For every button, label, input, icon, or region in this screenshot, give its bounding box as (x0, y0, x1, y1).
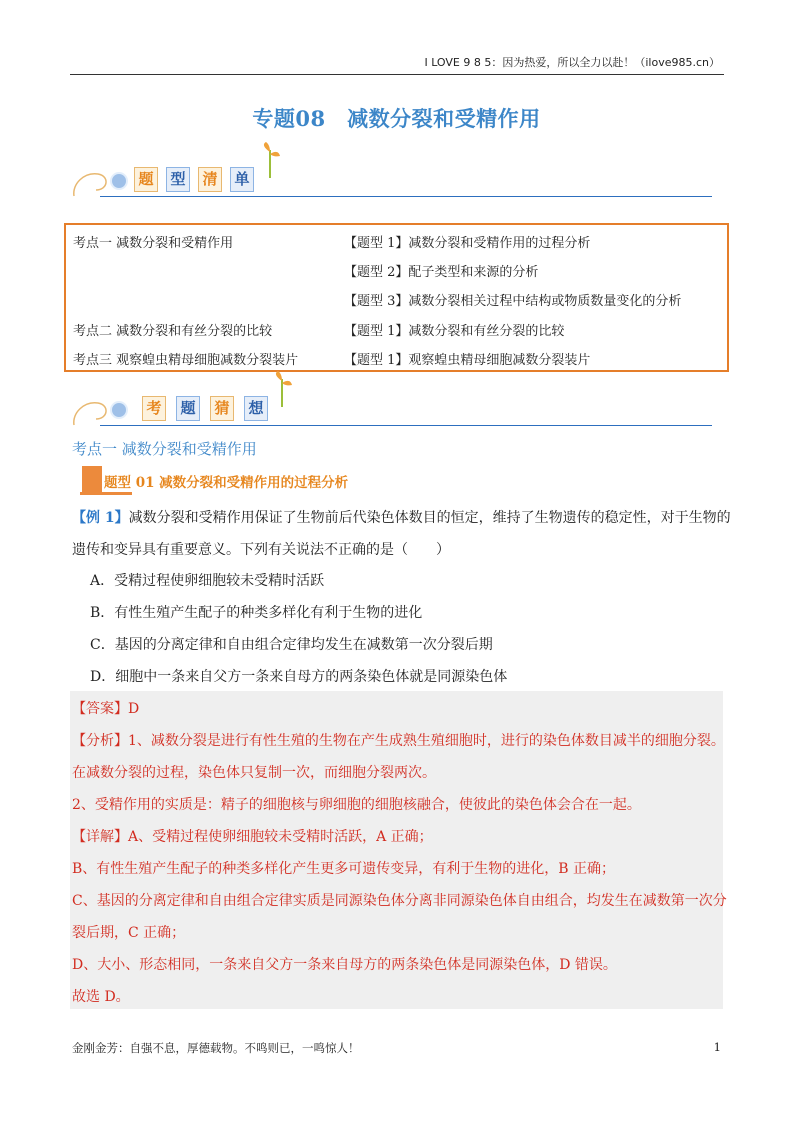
question-stem (72, 502, 731, 566)
example-tag: 【例 1】 (72, 510, 129, 526)
analysis-line: 在减数分裂的过程，染色体只复制一次，而细胞分裂两次。 (72, 765, 436, 781)
option-c: C．基因的分离定律和自由组合定律均发生在减数第一次分裂后期 (90, 637, 493, 653)
toc-type: 【题型 1】观察蝗虫精母细胞减数分裂装片 (344, 353, 591, 368)
question-text-line1: 减数分裂和受精作用保证了生物前后代染色体数目的恒定，维持了生物遗传的稳定性，对于生物的 (128, 510, 731, 526)
question-type-heading (80, 466, 380, 496)
answer-line: 【答案】D (72, 701, 140, 717)
option-d: D．细胞中一条来自父方一条来自母方的两条染色体就是同源染色体 (90, 669, 508, 685)
question-type-table (64, 223, 729, 372)
toc-type: 【题型 2】配子类型和来源的分析 (344, 265, 539, 280)
banner-char-box: 考 (142, 396, 166, 421)
banner-circle-icon (110, 172, 128, 190)
banner-char-box: 题 (134, 167, 158, 192)
banner-char-box: 型 (166, 167, 190, 192)
page-number: 1 (713, 1040, 721, 1054)
toc-topic: 考点三 观察蝗虫精母细胞减数分裂装片 (73, 353, 299, 368)
conclusion-line: 故选 D。 (72, 989, 130, 1005)
page-title: 专题08 减数分裂和受精作用 (252, 106, 541, 131)
banner-char-box: 猜 (210, 396, 234, 421)
header-divider (70, 74, 724, 75)
section-heading: 考点一 减数分裂和受精作用 (72, 440, 257, 458)
sprout-icon (258, 140, 282, 180)
toc-type: 【题型 3】减数分裂相关过程中结构或物质数量变化的分析 (344, 294, 682, 309)
banner-char-box: 想 (244, 396, 268, 421)
banner-exam-prediction (70, 389, 712, 429)
sprout-icon (270, 369, 294, 409)
analysis-line: 2、受精作用的实质是：精子的细胞核与卵细胞的细胞核融合，使彼此的染色体会合在一起。 (72, 797, 641, 813)
toc-type: 【题型 1】减数分裂和有丝分裂的比较 (344, 324, 565, 339)
toc-topic: 考点一 减数分裂和受精作用 (73, 236, 234, 251)
banner-question-types (70, 160, 712, 200)
toc-type: 【题型 1】减数分裂和受精作用的过程分析 (344, 236, 591, 251)
detail-line: D、大小、形态相同，一条来自父方一条来自母方的两条染色体是同源染色体，D 错误。 (72, 957, 617, 973)
detail-line: 【详解】A、受精过程使卵细胞较未受精时活跃，A 正确； (72, 829, 433, 845)
banner-char-box: 题 (176, 396, 200, 421)
footer-motto: 金刚金芳：自强不息，厚德载物。不鸣则已，一鸣惊人！ (72, 1041, 360, 1055)
detail-line: B、有性生殖产生配子的种类多样化产生更多可遗传变异，有利于生物的进化，B 正确； (72, 861, 616, 877)
option-a: A．受精过程使卵细胞较未受精时活跃 (90, 573, 325, 589)
question-type-underline (80, 492, 132, 495)
page-header-text: I LOVE 9 8 5：因为热爱，所以全力以赴！（ilove985.cn） (424, 56, 720, 69)
banner-char-box: 单 (230, 167, 254, 192)
banner-line (100, 196, 712, 197)
toc-topic: 考点二 减数分裂和有丝分裂的比较 (73, 324, 273, 339)
question-type-marker (82, 466, 102, 492)
banner-char-box: 清 (198, 167, 222, 192)
question-type-label: 题型 01 减数分裂和受精作用的过程分析 (104, 475, 349, 491)
question-text-line2: 遗传和变异具有重要意义。下列有关说法不正确的是（ ） (72, 542, 450, 558)
banner-circle-icon (110, 401, 128, 419)
detail-line: C、基因的分离定律和自由组合定律实质是同源染色体分离非同源染色体自由组合，均发生在减数第一次分 (72, 893, 727, 909)
detail-line: 裂后期，C 正确； (72, 925, 186, 941)
banner-line (100, 425, 712, 426)
option-b: B．有性生殖产生配子的种类多样化有利于生物的进化 (90, 605, 423, 621)
analysis-line: 【分析】1、减数分裂是进行有性生殖的生物在产生成熟生殖细胞时，进行的染色体数目减半的细胞分裂。 (72, 733, 725, 749)
